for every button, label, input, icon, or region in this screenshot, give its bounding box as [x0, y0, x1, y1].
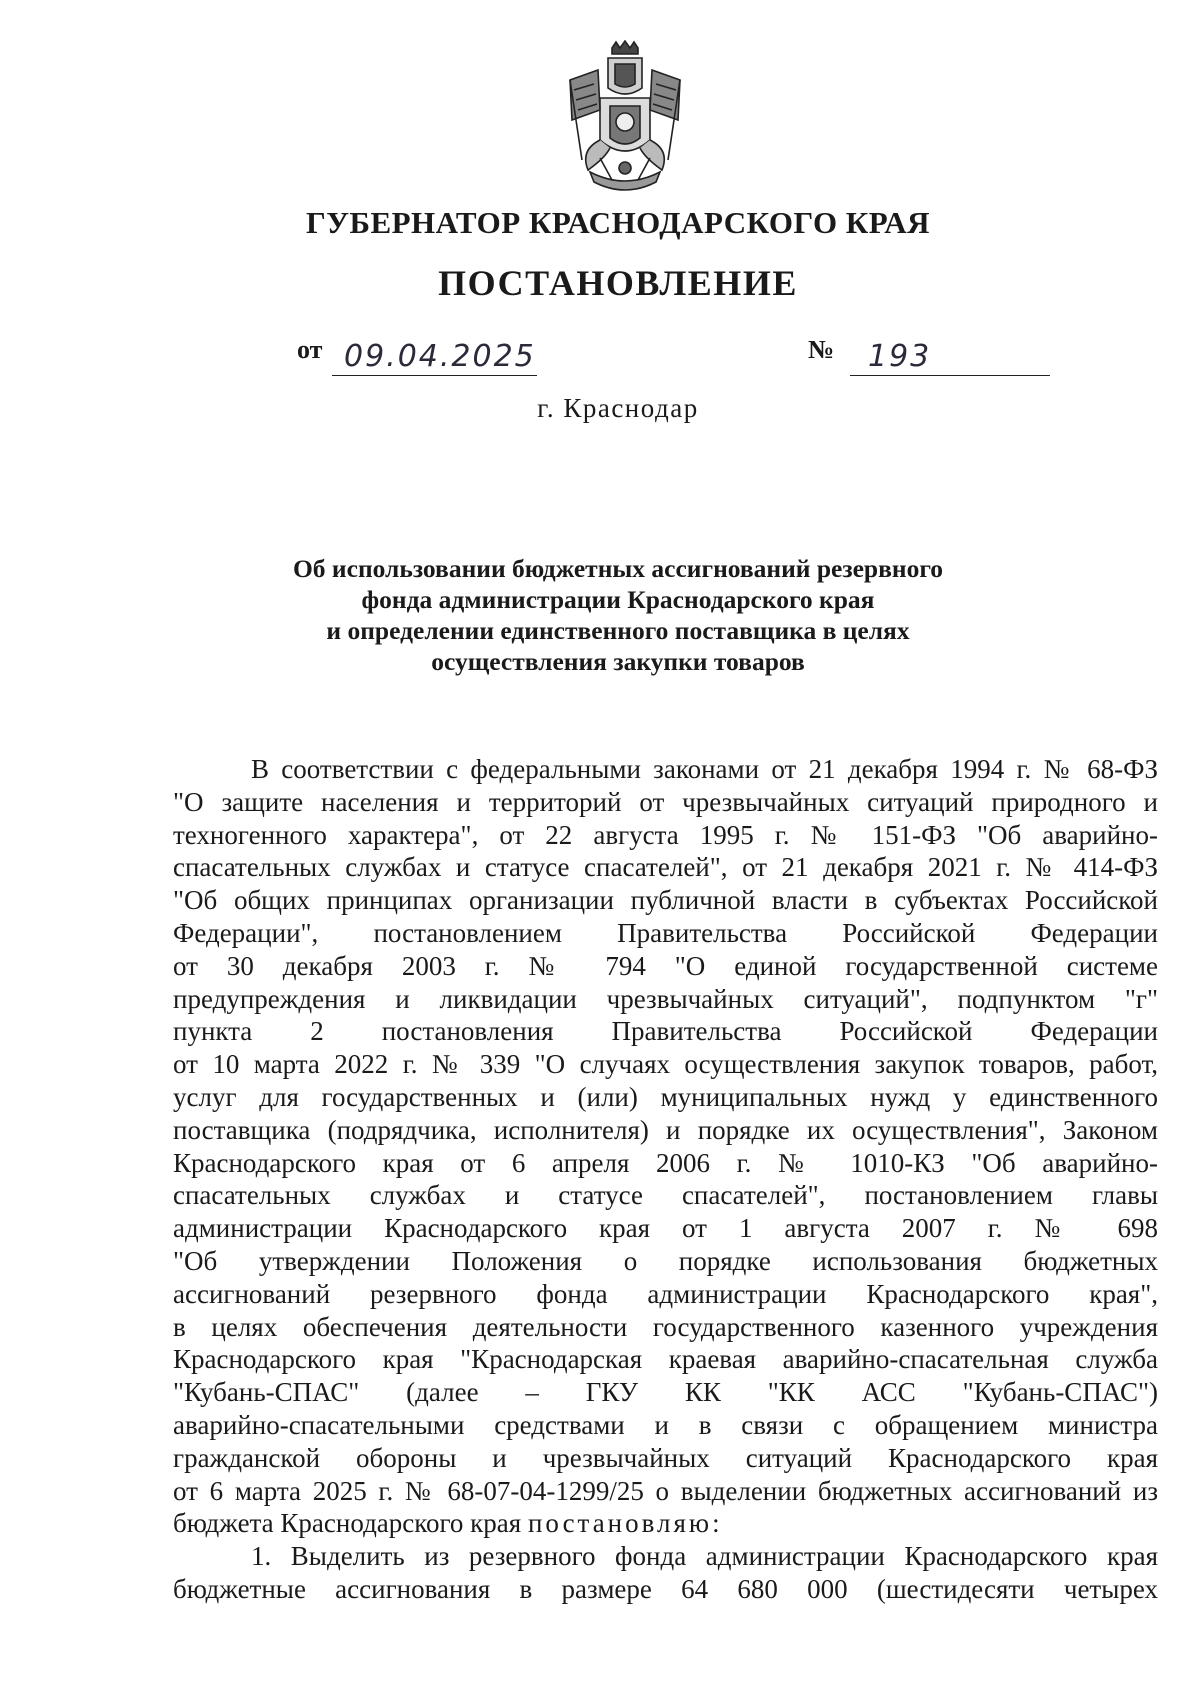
body-line: от 10 марта 2022 г. № 339 "О случаях осуществления закупок товаров, работ,: [173, 1049, 1158, 1080]
body-line: ассигнований резервного фонда администрации Краснодарского края",: [173, 1278, 1158, 1309]
coat-of-arms-emblem: [560, 40, 690, 200]
handwritten-number: 193: [868, 339, 932, 374]
body-line: [173, 1507, 1158, 1540]
body-line: поставщика (подрядчика, исполнителя) и порядке их осуществления", Законом: [173, 1114, 1158, 1145]
title-line: Об использовании бюджетных ассигнований резервного: [292, 554, 944, 583]
organization-title: ГУБЕРНАТОР КРАСНОДАРСКОГО КРАЯ: [305, 205, 931, 240]
body-line: "Кубань-СПАС" (далее – ГКУ КК "КК АСС "Кубань-СПАС"): [173, 1377, 1158, 1408]
title-line: фонда администрации Краснодарского края: [361, 585, 875, 614]
number-field: [850, 341, 1050, 376]
body-line: "Об утверждении Положения о порядке использования бюджетных: [173, 1245, 1158, 1276]
body-line: бюджетные ассигнования в размере 64 680 000 (шестидесяти четырех: [173, 1573, 1158, 1604]
body-line: В соответствии с федеральными законами от 21 декабря 1994 г. № 68-ФЗ: [251, 754, 1158, 784]
body-line: спасательных службах и статусе спасателей", постановлением главы: [173, 1180, 1158, 1211]
number-prefix: №: [808, 335, 835, 364]
body-line: от 6 марта 2025 г. № 68-07-04-1299/25 о выделении бюджетных ассигнований из: [173, 1475, 1158, 1506]
body-line: в целях обеспечения деятельности государственного казенного учреждения: [173, 1311, 1158, 1342]
document-title: [250, 553, 986, 677]
handwritten-date: 09.04.2025: [344, 339, 536, 374]
body-line: пункта 2 постановления Правительства Российской Федерации: [173, 1016, 1158, 1047]
body-line: "О защите населения и территорий от чрезвычайных ситуаций природного и: [173, 786, 1158, 817]
title-line: осуществления закупки товаров: [431, 647, 805, 676]
body-line: Краснодарского края "Краснодарская краевая аварийно-спасательная служба: [173, 1344, 1158, 1375]
body-line: гражданской обороны и чрезвычайных ситуаций Краснодарского края: [173, 1442, 1158, 1473]
body-line: 1. Выделить из резервного фонда администрации Краснодарского края: [251, 1541, 1158, 1572]
document-body: [173, 753, 1158, 1606]
body-line: администрации Краснодарского края от 1 августа 2007 г. № 698: [173, 1213, 1158, 1244]
date-field: [332, 341, 537, 376]
body-line: Краснодарского края от 6 апреля 2006 г. № 1010-КЗ "Об аварийно-: [173, 1147, 1158, 1178]
body-line: "Об общих принципах организации публичной власти в субъектах Российской: [173, 885, 1158, 916]
body-line: предупреждения и ликвидации чрезвычайных ситуаций", подпунктом "г": [173, 983, 1158, 1014]
date-prefix: от: [297, 335, 323, 364]
body-line: техногенного характера", от 22 августа 1995 г. № 151-ФЗ "Об аварийно-: [173, 819, 1158, 850]
body-line: спасательных службах и статусе спасателей", от 21 декабря 2021 г. № 414-ФЗ: [173, 852, 1158, 883]
body-line: от 30 декабря 2003 г. № 794 "О единой государственной системе: [173, 950, 1158, 981]
body-line: услуг для государственных и (или) муниципальных нужд у единственного: [173, 1081, 1158, 1112]
title-line: и определении единственного поставщика в целях: [326, 616, 910, 645]
document-type: ПОСТАНОВЛЕНИЕ: [438, 263, 798, 303]
body-line: аварийно-спасательными средствами и в связи с обращением министра: [173, 1409, 1158, 1440]
spaced-decree-word: постановляю:: [527, 1508, 723, 1539]
city: г. Краснодар: [537, 393, 699, 423]
body-line-text: бюджета Краснодарского края: [173, 1508, 528, 1539]
body-line: Федерации", постановлением Правительства Российской Федерации: [173, 917, 1158, 948]
